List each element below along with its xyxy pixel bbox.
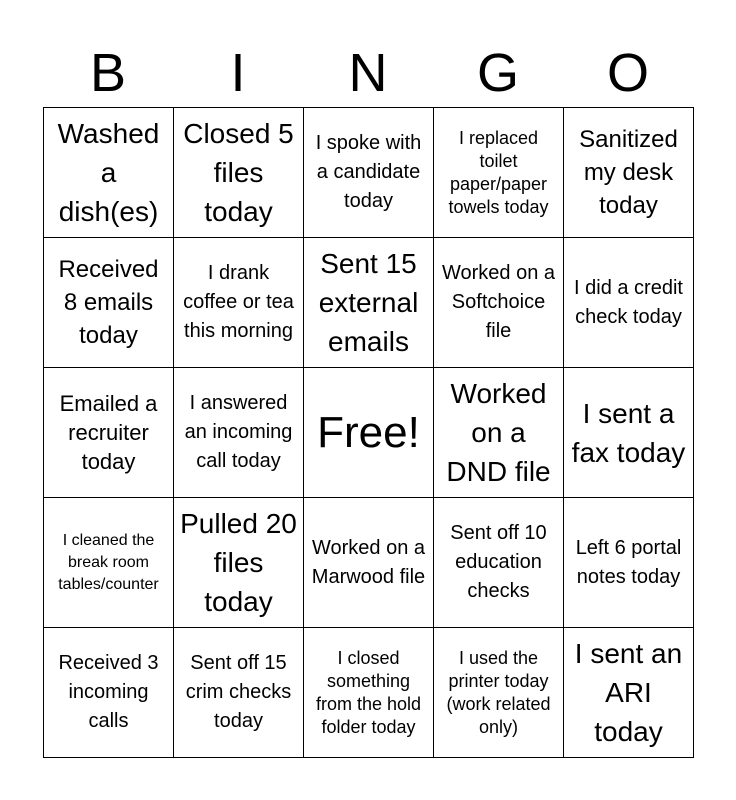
- bingo-header: [43, 40, 693, 106]
- cell-text: Received 3 incoming calls: [58, 652, 159, 732]
- header-letter-i: I: [230, 43, 246, 103]
- bingo-cell[interactable]: [304, 498, 434, 628]
- cell-text: Closed 5 files today: [183, 118, 294, 227]
- cell-text: I did a credit check today: [574, 276, 683, 328]
- header-letter-g: G: [476, 43, 519, 103]
- header-letter-n: N: [348, 43, 388, 103]
- bingo-cell[interactable]: [44, 238, 174, 368]
- cell-text: Sent 15 external emails: [318, 248, 419, 357]
- cell-text: I spoke with a candidate today: [315, 132, 422, 212]
- bingo-cell[interactable]: [44, 368, 174, 498]
- bingo-grid: [43, 107, 694, 758]
- bingo-cell[interactable]: [174, 498, 304, 628]
- cell-text: Pulled 20 files today: [180, 508, 297, 617]
- cell-text: Sent off 15 crim checks today: [185, 652, 292, 732]
- bingo-cell[interactable]: [434, 108, 564, 238]
- bingo-cell[interactable]: [44, 108, 174, 238]
- bingo-cell[interactable]: [434, 628, 564, 758]
- bingo-cell[interactable]: [304, 628, 434, 758]
- bingo-cell[interactable]: [304, 108, 434, 238]
- bingo-cell[interactable]: [304, 238, 434, 368]
- bingo-cell[interactable]: [564, 368, 694, 498]
- cell-text: I drank coffee or tea this morning: [183, 262, 294, 342]
- cell-text: I answered an incoming call today: [184, 392, 293, 472]
- bingo-cell[interactable]: [174, 108, 304, 238]
- bingo-cell[interactable]: [44, 498, 174, 628]
- bingo-cell[interactable]: [564, 108, 694, 238]
- cell-text: Left 6 portal notes today: [575, 536, 682, 588]
- bingo-cell[interactable]: [174, 628, 304, 758]
- free-space-cell[interactable]: [304, 368, 434, 498]
- cell-text: I used the printer today (work related only): [446, 647, 551, 737]
- cell-text: Washed a dish(es): [57, 118, 160, 227]
- cell-text: Worked on a Marwood file: [311, 536, 426, 588]
- cell-text: I sent an ARI today: [574, 638, 683, 747]
- bingo-cell[interactable]: [174, 238, 304, 368]
- cell-text: I replaced toilet paper/paper towels today: [448, 127, 549, 217]
- cell-text: I sent a fax today: [571, 397, 686, 468]
- cell-text: Emailed a recruiter today: [59, 391, 158, 474]
- cell-text: I closed something from the hold folder today: [315, 647, 422, 737]
- bingo-cell[interactable]: [174, 368, 304, 498]
- cell-text: Worked on a DND file: [446, 378, 551, 487]
- free-space-text: Free!: [317, 407, 420, 457]
- bingo-cell[interactable]: [434, 238, 564, 368]
- bingo-cell[interactable]: [434, 368, 564, 498]
- bingo-cell[interactable]: [564, 498, 694, 628]
- cell-text: Worked on a Softchoice file: [441, 262, 556, 342]
- bingo-cell[interactable]: [44, 628, 174, 758]
- cell-text: I cleaned the break room tables/counter: [58, 531, 159, 593]
- header-letter-o: O: [606, 43, 649, 103]
- cell-text: Sent off 10 education checks: [450, 522, 547, 602]
- bingo-cell[interactable]: [564, 628, 694, 758]
- bingo-cell[interactable]: [564, 238, 694, 368]
- header-letter-b: B: [89, 43, 127, 103]
- bingo-cell[interactable]: [434, 498, 564, 628]
- cell-text: Sanitized my desk today: [579, 126, 678, 219]
- cell-text: Received 8 emails today: [58, 256, 159, 349]
